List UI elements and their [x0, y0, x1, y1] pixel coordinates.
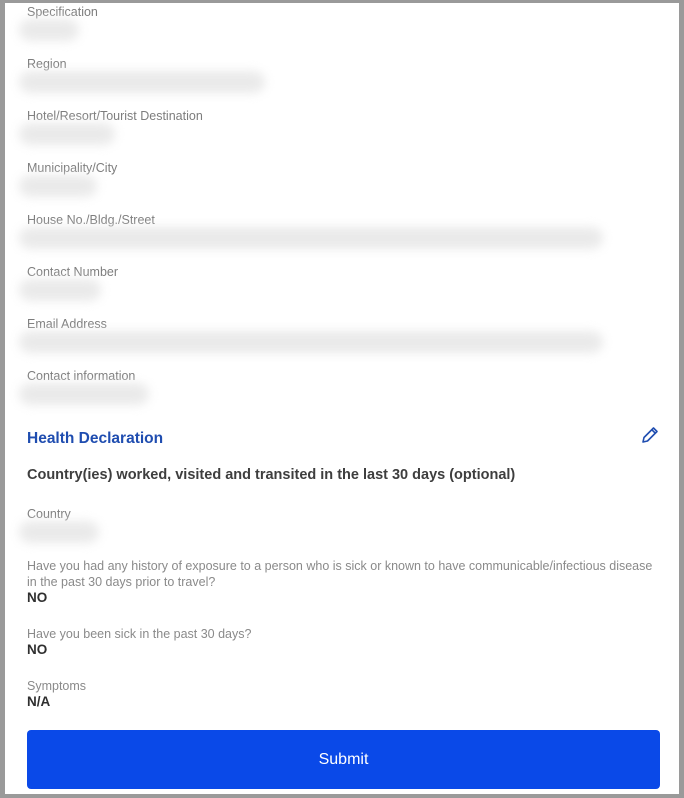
field-label: Email Address [27, 317, 107, 331]
pencil-icon-graphic [639, 424, 661, 446]
question-label: Symptoms [27, 679, 87, 693]
municipality-value-redacted [19, 175, 97, 197]
form-panel [5, 3, 679, 794]
sick-question [27, 626, 663, 658]
destination-field [27, 109, 203, 123]
field-label: Country [27, 507, 71, 521]
region-value-redacted [19, 71, 265, 93]
country-field [27, 507, 71, 521]
question-label: Have you had any history of exposure to a person who is sick or known to have communicable/infectious disease in the past 30 days prior to travel? [27, 559, 653, 589]
email-field [27, 317, 107, 331]
pencil-icon[interactable] [639, 424, 661, 446]
municipality-field [27, 161, 117, 175]
field-label: Municipality/City [27, 161, 118, 175]
exposure-question [27, 558, 663, 606]
field-label: Region [27, 57, 67, 71]
question-answer: NO [27, 590, 48, 605]
contact-information-field [27, 369, 135, 383]
contact-number-field [27, 265, 118, 279]
region-field [27, 57, 67, 71]
contact-number-value-redacted [19, 279, 101, 301]
symptoms-field [27, 678, 663, 710]
specification-value-redacted [19, 19, 79, 41]
question-answer: NO [27, 642, 48, 657]
street-field [27, 213, 155, 227]
countries-heading: Country(ies) worked, visited and transited in the last 30 days (optional) [27, 467, 516, 483]
field-label: Specification [27, 5, 98, 19]
email-value-redacted [19, 331, 603, 353]
field-label: House No./Bldg./Street [27, 213, 155, 227]
destination-value-redacted [19, 123, 115, 145]
field-label: Hotel/Resort/Tourist Destination [27, 109, 203, 123]
country-value-redacted [19, 521, 99, 543]
street-value-redacted [19, 227, 603, 249]
field-label: Contact information [27, 369, 136, 383]
specification-field [27, 5, 98, 19]
contact-information-value-redacted [19, 383, 149, 405]
field-label: Contact Number [27, 265, 119, 279]
question-label: Have you been sick in the past 30 days? [27, 627, 252, 641]
question-answer: N/A [27, 694, 51, 709]
submit-button[interactable]: Submit [27, 730, 660, 789]
health-declaration-title: Health Declaration [27, 430, 164, 447]
